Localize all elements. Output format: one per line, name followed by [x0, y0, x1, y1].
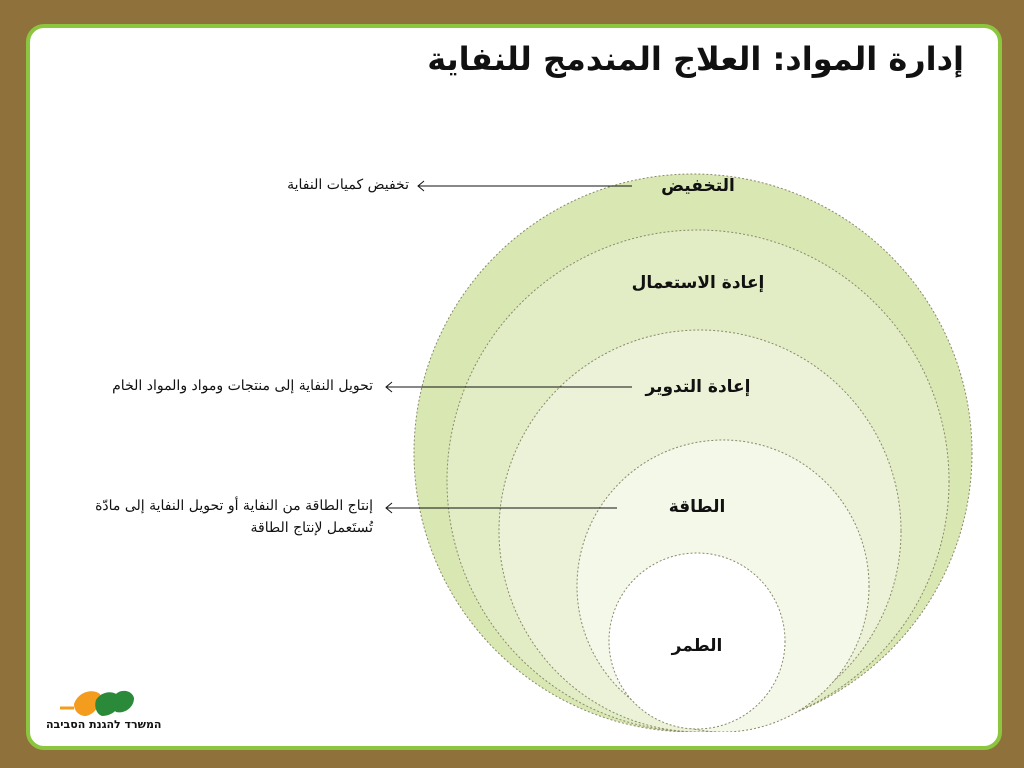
logo-text: המשרד להגנת הסביבה	[46, 718, 162, 731]
label-landfill: الطمر	[671, 636, 723, 656]
label-energy: الطاقة	[668, 497, 726, 517]
label-reuse: إعادة الاستعمال	[631, 273, 765, 293]
note-reduce: تخفيض كميات النفاية	[287, 177, 409, 193]
label-reduce: التخفيض	[661, 176, 735, 196]
arrow-reduce	[418, 181, 632, 191]
note-recycle: تحويل النفاية إلى منتجات ومواد والمواد الخام	[112, 378, 373, 394]
label-recycle: إعادة التدوير	[645, 377, 751, 397]
logo-leaves-icon	[60, 691, 134, 716]
slide-title: إدارة المواد: العلاج المندمج للنفاية	[427, 40, 964, 78]
note-energy: إنتاج الطاقة من النفاية أو تحويل النفاية إلى مادّة تُستَعمل لإنتاج الطاقة	[95, 498, 373, 536]
